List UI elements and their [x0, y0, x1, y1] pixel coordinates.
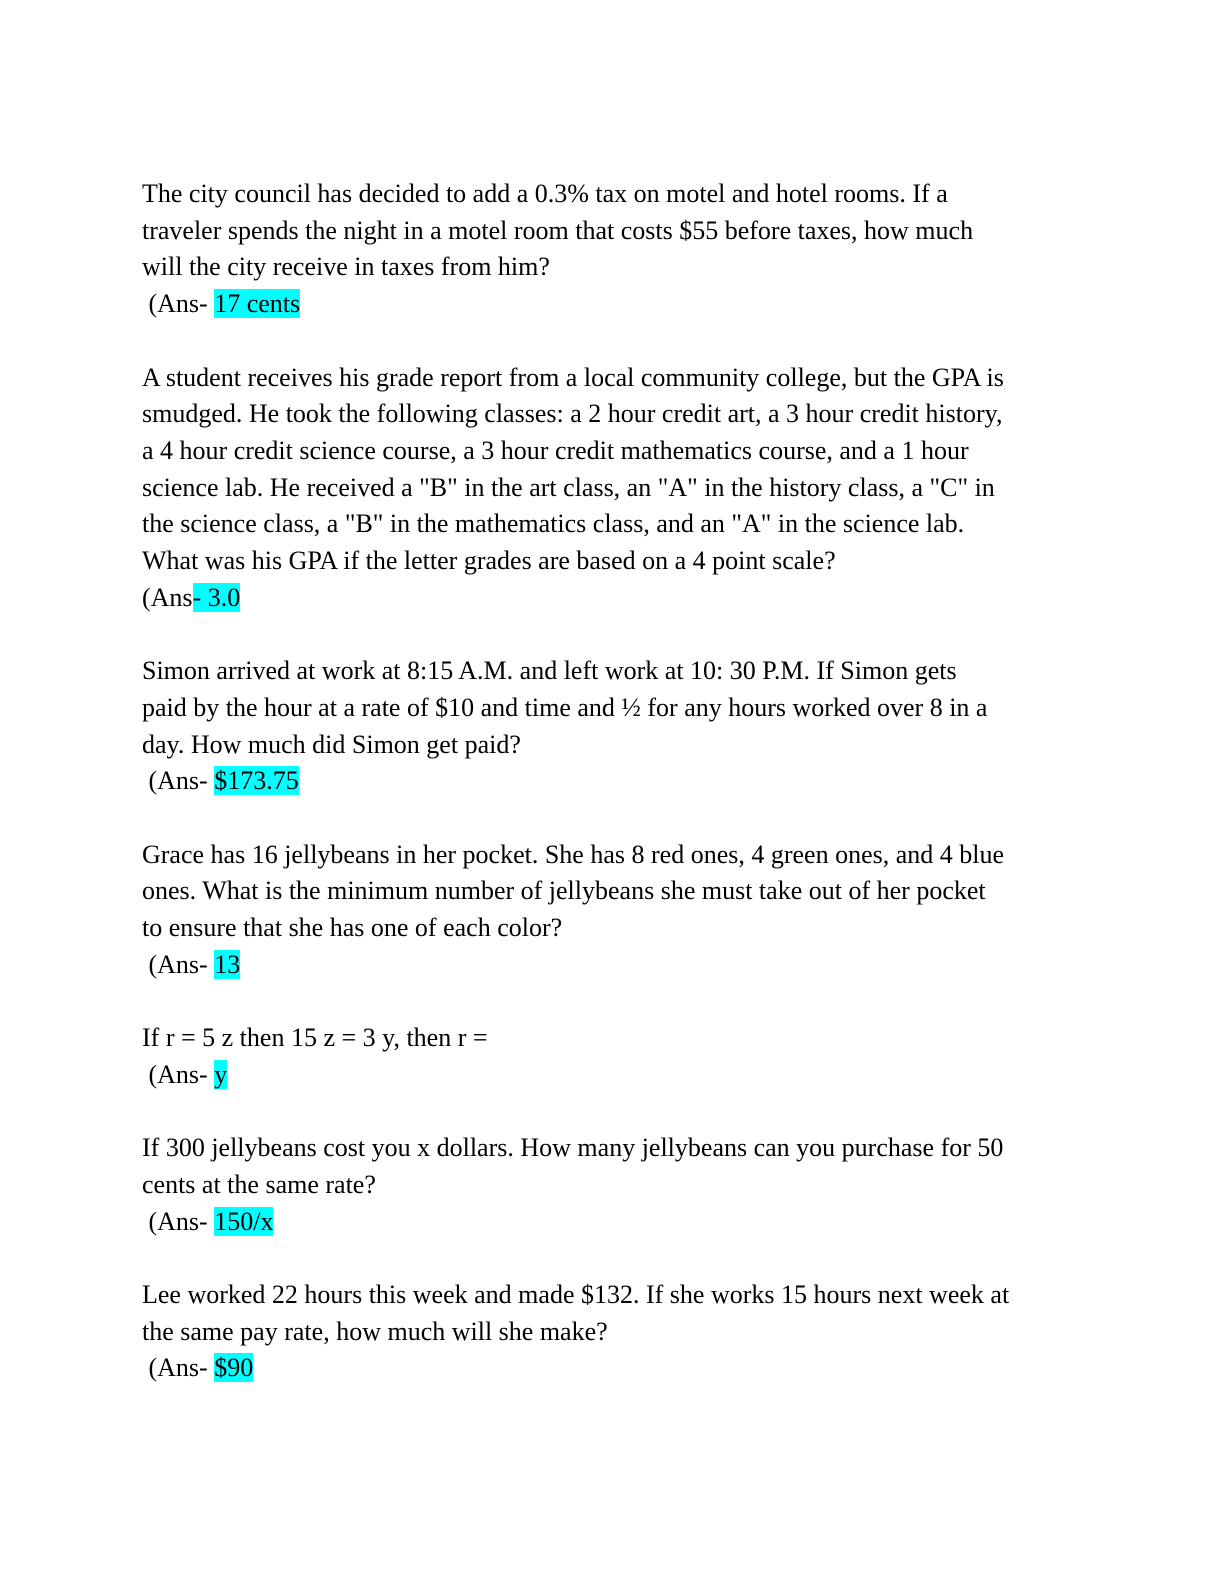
answer-line — [142, 1350, 1082, 1387]
answer-line — [142, 580, 1082, 617]
document-page — [142, 176, 1082, 1387]
answer-line — [142, 763, 1082, 800]
question-7 — [142, 1277, 1082, 1387]
question-text: Lee worked 22 hours this week and made $132. If she works 15 hours next week at the same pay rate, how much will she make? — [142, 1280, 1010, 1346]
spacer — [142, 983, 1082, 1020]
answer-highlight: $90 — [214, 1353, 254, 1383]
question-text: If 300 jellybeans cost you x dollars. How many jellybeans can you purchase for 50 cents at the same rate? — [142, 1133, 1004, 1199]
answer-highlight: $173.75 — [214, 766, 299, 796]
question-text: Simon arrived at work at 8:15 A.M. and left work at 10: 30 P.M. If Simon gets paid by the hour at a rate of $10 and time and ½ for any hours worked over 8 in a day. How much did Simon get paid? — [142, 656, 988, 759]
answer-prefix: (Ans- — [142, 1206, 215, 1236]
answer-line — [142, 1204, 1082, 1241]
question-5 — [142, 1020, 1082, 1093]
question-6 — [142, 1130, 1082, 1240]
question-text: A student receives his grade report from a local community college, but the GPA is smudged. He took the following classes: a 2 hour credit art, a 3 hour credit history, a 4 hour credit science course, a 3 hour credit mathematics course, and a 1 hour science lab. He received a "B" in the art class, an "A" in the history class, a "C" in the science class, a "B" in the mathematics class, and an "A" in the science lab. What was his GPA if the letter grades are based on a 4 point scale? — [142, 362, 1004, 576]
answer-line — [142, 286, 1082, 323]
answer-prefix: (Ans — [142, 582, 193, 612]
question-text: If r = 5 z then 15 z = 3 y, then r = — [142, 1023, 488, 1053]
answer-highlight: y — [214, 1059, 228, 1089]
answer-highlight: 150/x — [214, 1206, 274, 1236]
answer-line — [142, 1057, 1082, 1094]
answer-line — [142, 947, 1082, 984]
answer-highlight: 13 — [214, 949, 241, 979]
spacer — [142, 616, 1082, 653]
question-4 — [142, 837, 1082, 984]
spacer — [142, 800, 1082, 837]
question-2 — [142, 360, 1082, 617]
answer-prefix: (Ans- — [142, 1059, 215, 1089]
answer-prefix: (Ans- — [142, 289, 215, 319]
question-text: Grace has 16 jellybeans in her pocket. She has 8 red ones, 4 green ones, and 4 blue ones. What is the minimum number of jellybeans she must take out of her pocket to ensure that she has one of each color? — [142, 839, 1005, 943]
spacer — [142, 1240, 1082, 1277]
question-1 — [142, 176, 1082, 323]
spacer — [142, 323, 1082, 360]
spacer — [142, 1094, 1082, 1131]
question-text: The city council has decided to add a 0.3% tax on motel and hotel rooms. If a traveler spends the night in a motel room that costs $55 before taxes, how much will the city receive in taxes from him? — [142, 179, 974, 282]
answer-highlight: - 3.0 — [192, 582, 241, 612]
answer-prefix: (Ans- — [142, 949, 215, 979]
answer-prefix: (Ans- — [142, 766, 215, 796]
answer-highlight: 17 cents — [214, 289, 301, 319]
question-3 — [142, 653, 1082, 800]
answer-prefix: (Ans- — [142, 1353, 215, 1383]
